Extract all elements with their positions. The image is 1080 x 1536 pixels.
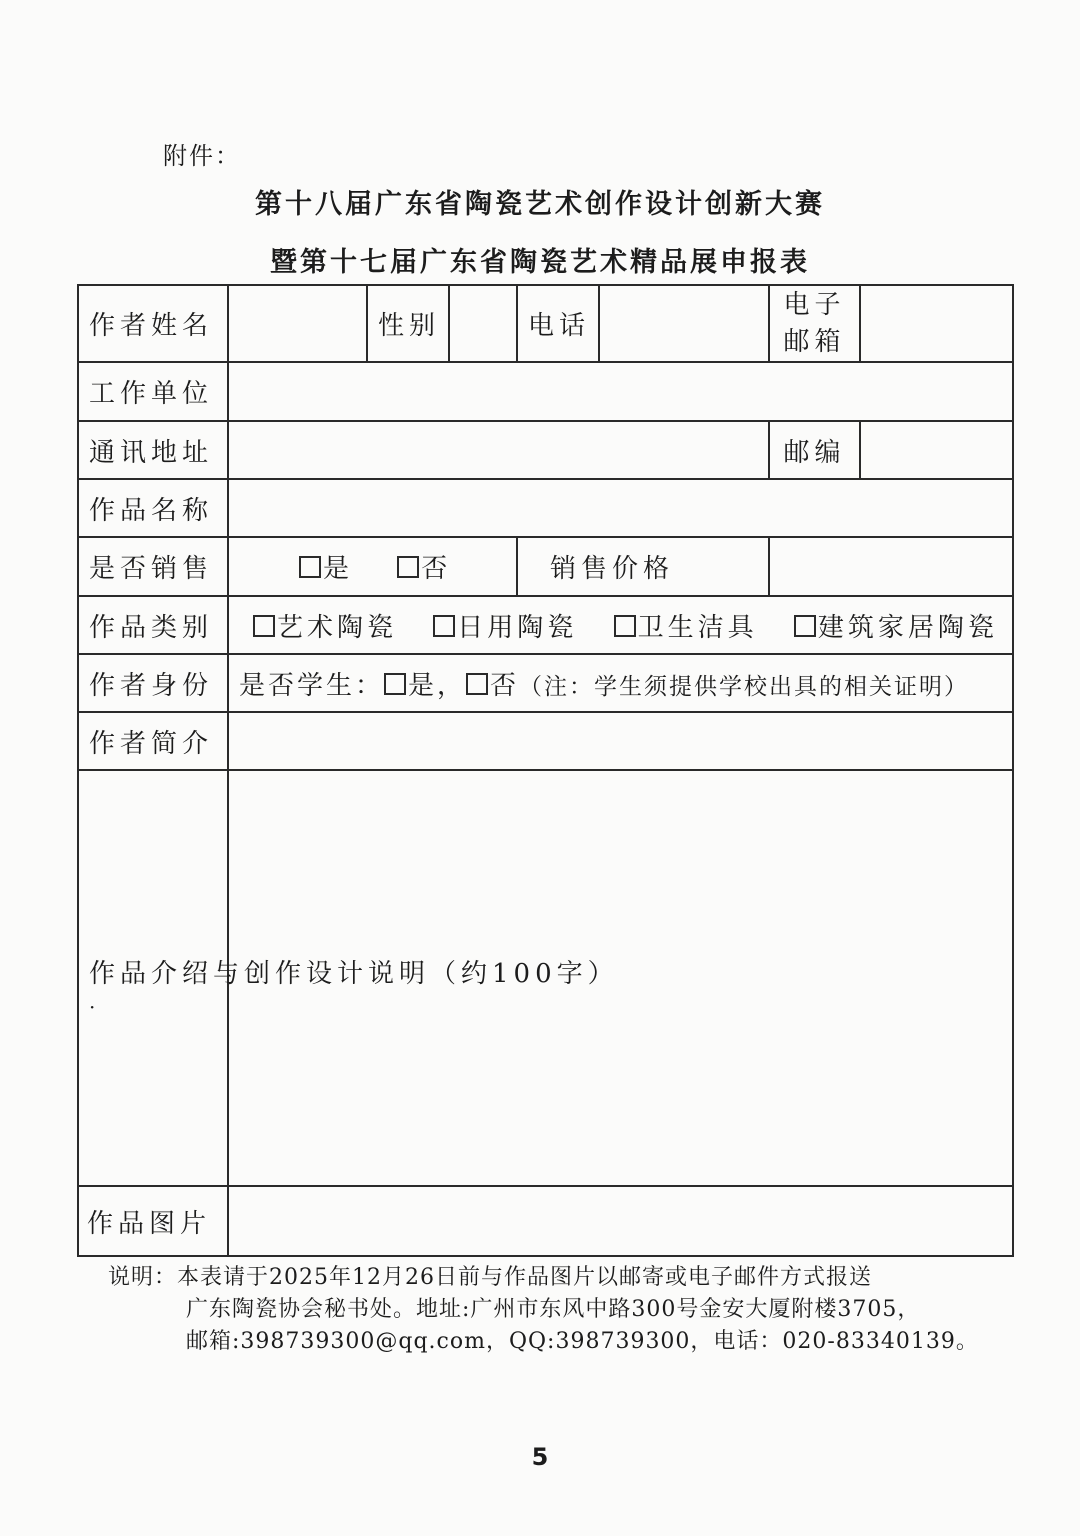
- gender-label: 性别: [367, 285, 449, 362]
- postcode-field[interactable]: [860, 421, 1013, 479]
- row-work-name: [78, 479, 1013, 537]
- email-label-line1: 电子: [783, 289, 846, 320]
- work-image-field[interactable]: [228, 1186, 1013, 1256]
- row-author-intro: [78, 712, 1013, 770]
- postcode-label: 邮编: [769, 421, 860, 479]
- work-name-field[interactable]: [228, 479, 1013, 537]
- email-label-line2: 邮箱: [783, 326, 846, 357]
- category-option-art[interactable]: [253, 607, 397, 644]
- yes-label: 是: [323, 554, 355, 584]
- category-option-label: 日用陶瓷: [457, 612, 578, 643]
- gender-field[interactable]: [449, 285, 517, 362]
- category-option-daily[interactable]: [433, 607, 577, 644]
- email-field[interactable]: [860, 285, 1013, 362]
- stray-dot-icon: ·: [89, 995, 101, 1019]
- phone-field[interactable]: [599, 285, 769, 362]
- form-title-line2: 暨第十七届广东省陶瓷艺术精品展申报表: [270, 247, 810, 278]
- footer-note: [108, 1262, 979, 1358]
- category-option-architectural[interactable]: [794, 607, 998, 644]
- work-unit-field[interactable]: [228, 362, 1013, 421]
- work-description-label: [78, 770, 619, 1186]
- work-description-label-text: 作品介绍与创作设计说明（约100字）: [89, 959, 619, 989]
- for-sale-options: [228, 537, 517, 596]
- category-option-label: 建筑家居陶瓷: [817, 612, 998, 643]
- email-label: [769, 285, 860, 362]
- for-sale-label: 是否销售: [78, 537, 228, 596]
- category-option-label: 卫生洁具: [637, 612, 758, 643]
- row-work-unit: [78, 362, 1013, 421]
- checkbox-icon[interactable]: [794, 615, 816, 637]
- checkbox-icon[interactable]: [384, 673, 406, 695]
- footer-line3: 邮箱:398739300@qq.com，QQ:398739300，电话：020-83340139。: [186, 1329, 979, 1354]
- row-category: [78, 596, 1013, 654]
- author-name-field[interactable]: [228, 285, 367, 362]
- work-unit-label: 工作单位: [78, 362, 228, 421]
- attachment-label: 附件：: [163, 142, 241, 170]
- no-label: 否: [421, 554, 453, 584]
- identity-options: [228, 654, 1013, 712]
- student-no-option[interactable]: [466, 665, 519, 702]
- author-intro-label: 作者简介: [78, 712, 228, 770]
- phone-label: 电话: [517, 285, 599, 362]
- checkbox-icon[interactable]: [299, 556, 321, 578]
- checkbox-icon[interactable]: [614, 615, 636, 637]
- address-label: 通讯地址: [78, 421, 228, 479]
- checkbox-icon[interactable]: [466, 673, 488, 695]
- application-form-table: [77, 284, 1014, 1257]
- category-option-sanitary[interactable]: [614, 607, 758, 644]
- row-work-description: [78, 770, 1013, 1186]
- sale-price-field[interactable]: [769, 537, 1013, 596]
- for-sale-no-option[interactable]: [397, 548, 452, 585]
- yes-label: 是，: [408, 670, 467, 701]
- checkbox-icon[interactable]: [433, 615, 455, 637]
- footer-line1: 说明：本表请于2025年12月26日前与作品图片以邮寄或电子邮件方式报送: [108, 1265, 872, 1290]
- footer-line2: 广东陶瓷协会秘书处。地址:广州市东风中路300号金安大厦附楼3705，: [186, 1297, 921, 1322]
- work-image-label: 作品图片: [78, 1186, 228, 1256]
- for-sale-yes-option[interactable]: [299, 548, 354, 585]
- category-options: [228, 596, 1013, 654]
- sale-price-label: 销售价格: [517, 537, 769, 596]
- no-label: 否: [490, 670, 520, 701]
- form-title-line1: 第十八届广东省陶瓷艺术创作设计创新大赛: [255, 189, 825, 220]
- address-field[interactable]: [228, 421, 769, 479]
- checkbox-icon[interactable]: [253, 615, 275, 637]
- is-student-label: 是否学生：: [239, 670, 385, 701]
- page-number: 5: [531, 1443, 549, 1471]
- identity-label: 作者身份: [78, 654, 228, 712]
- category-option-label: 艺术陶瓷: [277, 612, 398, 643]
- row-identity: [78, 654, 1013, 712]
- student-yes-option[interactable]: [384, 665, 466, 702]
- category-label: 作品类别: [78, 596, 228, 654]
- row-address: [78, 421, 1013, 479]
- row-for-sale: [78, 537, 1013, 596]
- student-note: （注：学生须提供学校出具的相关证明）: [519, 673, 970, 700]
- author-name-label: 作者姓名: [78, 285, 228, 362]
- author-intro-field[interactable]: [228, 712, 1013, 770]
- checkbox-icon[interactable]: [397, 556, 419, 578]
- work-name-label: 作品名称: [78, 479, 228, 537]
- row-author-info: [78, 285, 1013, 362]
- row-work-image: [78, 1186, 1013, 1256]
